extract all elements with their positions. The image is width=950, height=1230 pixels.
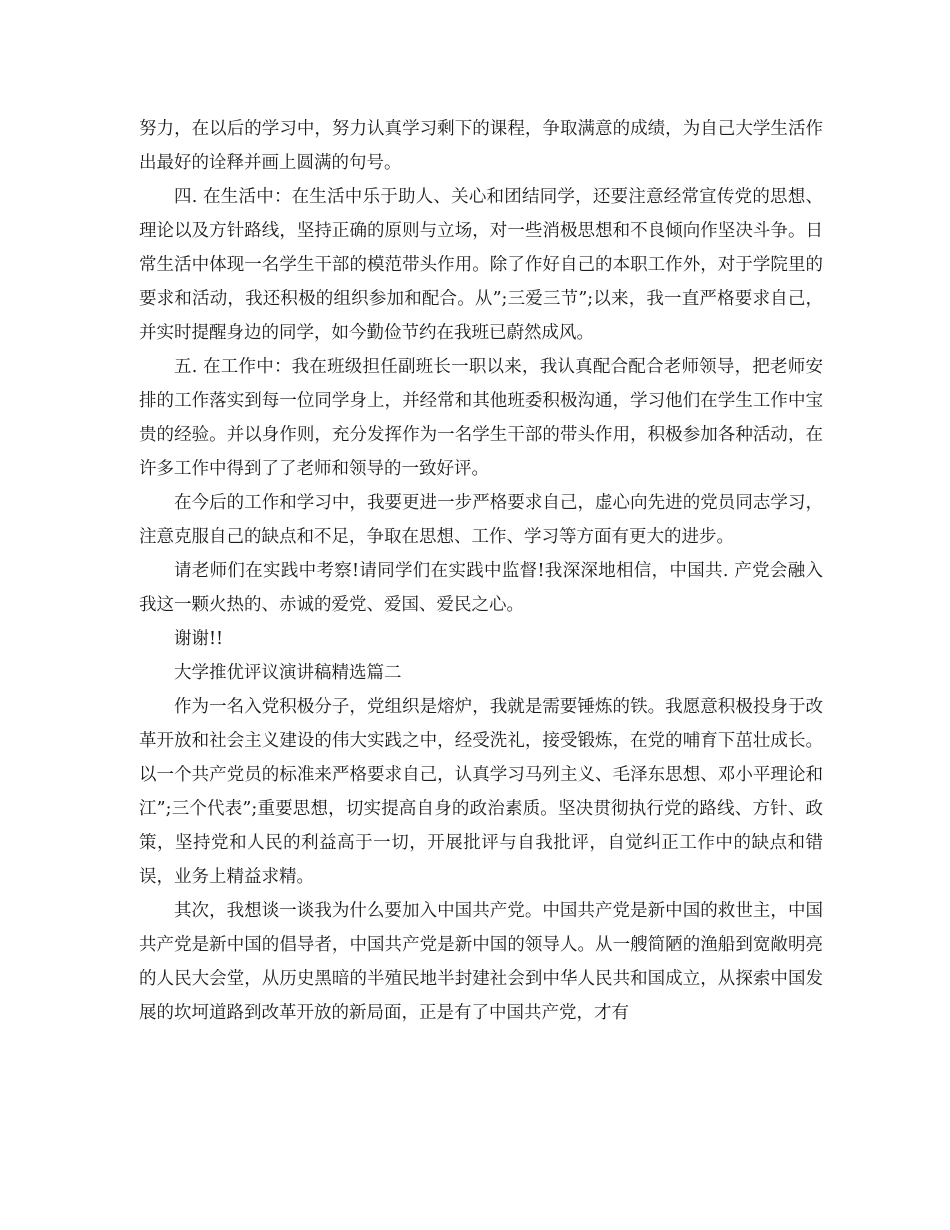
paragraph-thanks: 谢谢!! — [174, 629, 224, 649]
paragraph-request-supervision: 请老师们在实践中考察!请同学们在实践中监督!我深深地相信，中国共. 产党会融入我这一颗火热的、赤诚的爱党、爱国、爱民之心。 — [139, 561, 823, 615]
paragraph-activist-commitment: 作为一名入党积极分子，党组织是熔炉，我就是需要锤炼的铁。我愿意积极投身于改革开放和社会主义建设的伟大实践之中，经受洗礼，接受锻炼，在党的哺育下茁壮成长。以一个共产党员的标准来严格要求自己，认真学习马列主义、毛泽东思想、邓小平理论和江”;三个代表”;重要思想，切实提高自身的政治素质。坚决贯彻执行党的路线、方针、政策，坚持党和人民的利益高于一切，开展批评与自我批评，自觉纠正工作中的缺点和错误，业务上精益求精。 — [139, 697, 823, 887]
paragraph-study-conclusion: 努力，在以后的学习中，努力认真学习剩下的课程，争取满意的成绩，为自己大学生活作出最好的诠释并画上圆满的句号。 — [139, 119, 823, 173]
paragraph-section-four-life: 四. 在生活中：在生活中乐于助人、关心和团结同学，还要注意经常宣传党的思想、理论以及方针路线，坚持正确的原则与立场，对一些消极思想和不良倾向作坚决斗争。日常生活中体现一名学生干部的模范带头作用。除了作好自己的本职工作外，对于学院里的要求和活动，我还积极的组织参加和配合。从”;三爱三节”;以来，我一直严格要求自己，并实时提醒身边的同学，如今勤俭节约在我班已蔚然成风。 — [139, 187, 823, 343]
paragraph-future-goals: 在今后的工作和学习中，我要更进一步严格要求自己，虚心向先进的党员同志学习，注意克服自己的缺点和不足，争取在思想、工作、学习等方面有更大的进步。 — [139, 493, 823, 547]
paragraph-section-five-work: 五. 在工作中：我在班级担任副班长一职以来，我认真配合配合老师领导，把老师安排的工作落实到每一位同学身上，并经常和其他班委积极沟通，学习他们在学生工作中宝贵的经验。并以身作则，充分发挥作为一名学生干部的带头作用，积极参加各种活动，在许多工作中得到了了老师和领导的一致好评。 — [139, 357, 823, 479]
paragraph-why-join-party: 其次，我想谈一谈我为什么要加入中国共产党。中国共产党是新中国的救世主，中国共产党是新中国的倡导者，中国共产党是新中国的领导人。从一艘简陋的渔船到宽敞明亮的人民大会堂，从历史黑暗的半殖民地半封建社会到中华人民共和国成立，从探索中国发展的坎坷道路到改革开放的新局面，正是有了中国共产党，才有 — [139, 901, 823, 1023]
document-page — [139, 112, 823, 1030]
section-heading-part-two: 大学推优评议演讲稿精选篇二 — [174, 663, 402, 683]
